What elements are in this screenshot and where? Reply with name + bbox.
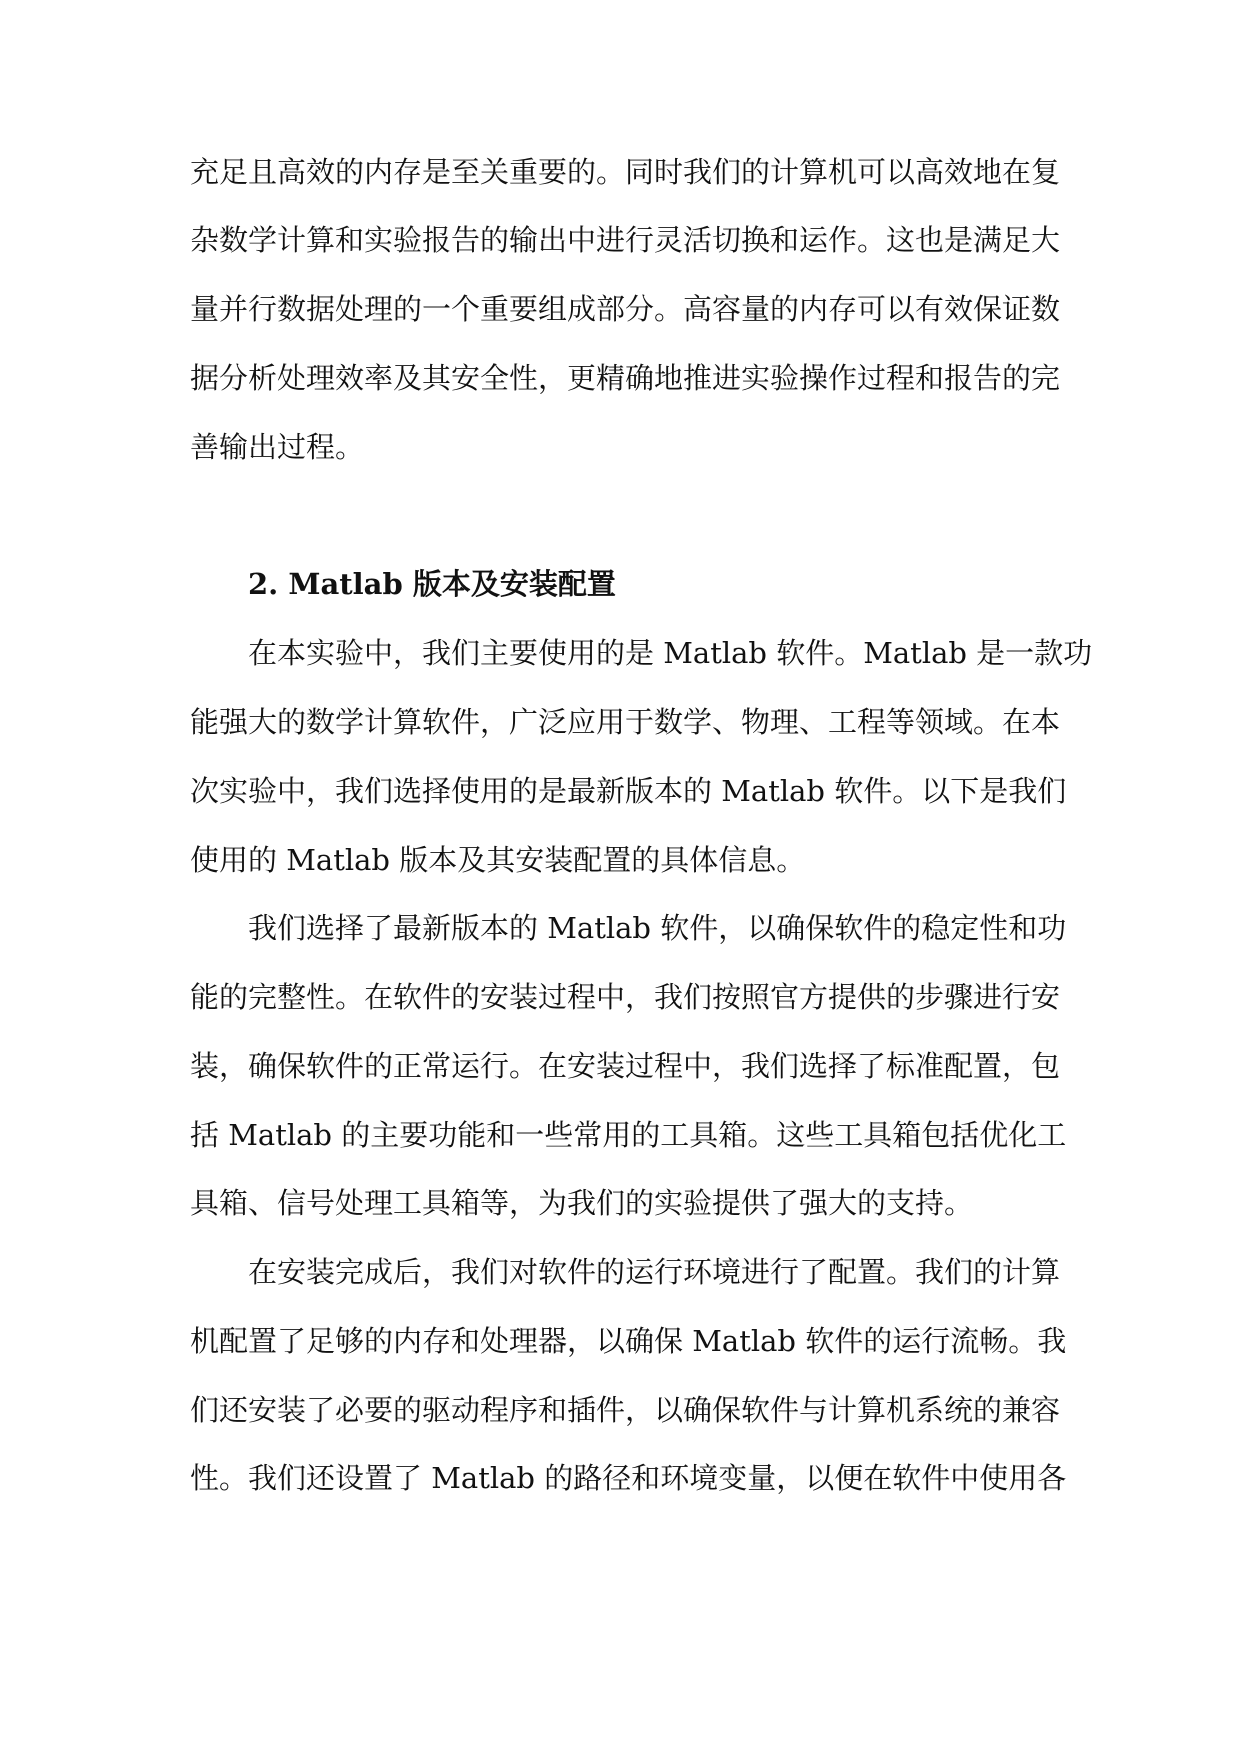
paragraph-line: 据分析处理效率及其安全性，更精确地推进实验操作过程和报告的完 — [190, 361, 1061, 395]
paragraph-line: 括 Matlab 的主要功能和一些常用的工具箱。这些工具箱包括优化工 — [190, 1118, 1067, 1152]
paragraph-line: 我们选择了最新版本的 Matlab 软件，以确保软件的稳定性和功 — [248, 911, 1067, 945]
paragraph-line: 能的完整性。在软件的安装过程中，我们按照官方提供的步骤进行安 — [190, 980, 1061, 1014]
paragraph-line: 在本实验中，我们主要使用的是 Matlab 软件。Matlab 是一款功 — [248, 636, 1093, 670]
paragraph-line: 充足且高效的内存是至关重要的。同时我们的计算机可以高效地在复 — [190, 155, 1061, 189]
paragraph-line: 们还安装了必要的驱动程序和插件，以确保软件与计算机系统的兼容 — [190, 1393, 1061, 1427]
paragraph-line: 能强大的数学计算软件，广泛应用于数学、物理、工程等领域。在本 — [190, 705, 1061, 739]
section-heading: 2. Matlab 版本及安装配置 — [248, 567, 616, 601]
paragraph-line: 机配置了足够的内存和处理器，以确保 Matlab 软件的运行流畅。我 — [190, 1324, 1067, 1358]
paragraph-line: 具箱、信号处理工具箱等，为我们的实验提供了强大的支持。 — [190, 1186, 974, 1220]
paragraph-line: 杂数学计算和实验报告的输出中进行灵活切换和运作。这也是满足大 — [190, 223, 1061, 257]
paragraph-line: 量并行数据处理的一个重要组成部分。高容量的内存可以有效保证数 — [190, 292, 1061, 326]
paragraph-line: 装，确保软件的正常运行。在安装过程中，我们选择了标准配置，包 — [190, 1049, 1061, 1083]
paragraph-line: 使用的 Matlab 版本及其安装配置的具体信息。 — [190, 843, 806, 877]
paragraph-line: 在安装完成后，我们对软件的运行环境进行了配置。我们的计算 — [248, 1255, 1061, 1289]
paragraph-line: 性。我们还设置了 Matlab 的路径和环境变量，以便在软件中使用各 — [190, 1461, 1067, 1495]
paragraph-line: 次实验中，我们选择使用的是最新版本的 Matlab 软件。以下是我们 — [190, 774, 1067, 808]
paragraph-line: 善输出过程。 — [190, 430, 365, 464]
